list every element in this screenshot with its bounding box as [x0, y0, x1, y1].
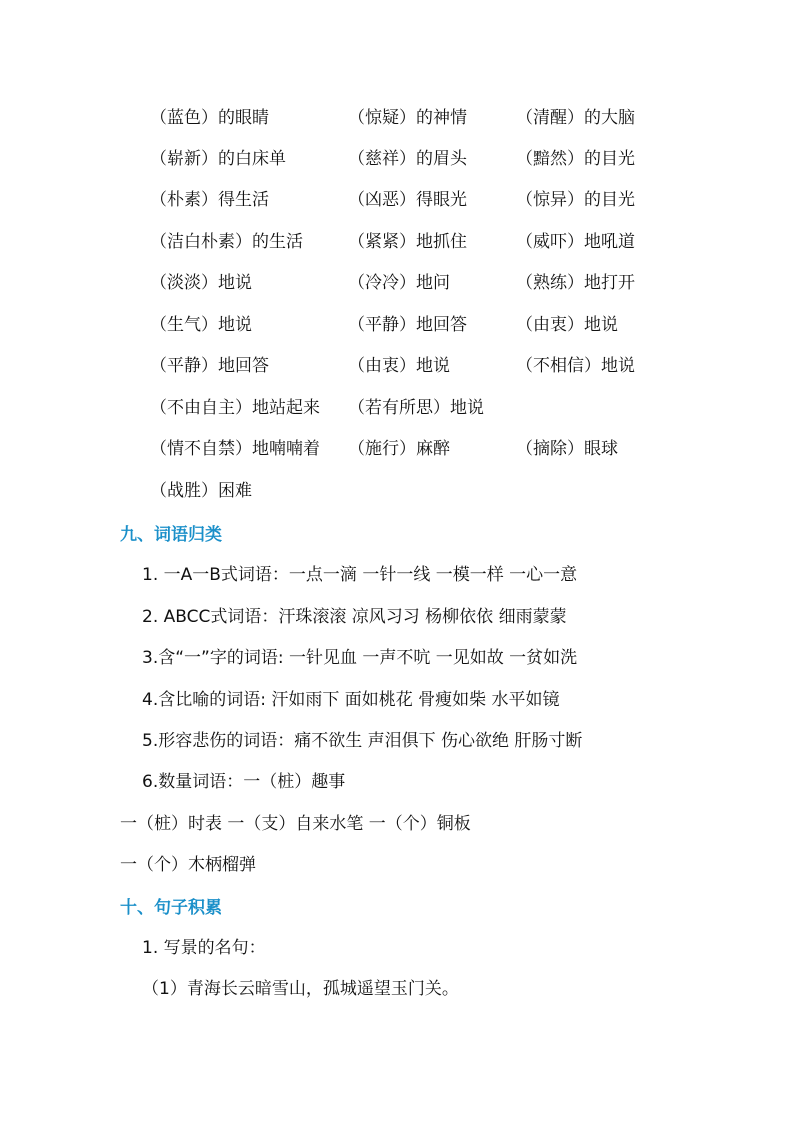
list-item: 1. 写景的名句：	[142, 938, 266, 958]
word-pair: （由衷）地说	[348, 356, 450, 376]
word-pair-row	[0, 434, 794, 464]
word-pair: （清醒）的大脑	[516, 108, 635, 128]
word-pair: （黯然）的目光	[516, 149, 635, 169]
word-pair-row	[0, 144, 794, 174]
list-item: 6.数量词语：一（桩）趣事	[142, 772, 346, 792]
list-item: 2. ABCC式词语：汗珠滚滚 凉风习习 杨柳依依 细雨蒙蒙	[142, 607, 567, 627]
word-pair: （施行）麻醉	[348, 439, 450, 459]
word-pair: （平静）地回答	[348, 315, 467, 335]
word-pair: （平静）地回答	[150, 356, 269, 376]
word-pair-row	[0, 227, 794, 257]
quantity-line: 一（桩）时表 一（支）自来水笔 一（个）铜板	[120, 814, 471, 834]
list-item: 4.含比喻的词语: 汗如雨下 面如桃花 骨瘦如柴 水平如镜	[142, 690, 560, 710]
word-pair: （冷冷）地问	[348, 273, 450, 293]
word-pair-row	[0, 351, 794, 381]
word-pair: （战胜）困难	[150, 481, 252, 501]
word-pair: （威吓）地吼道	[516, 232, 635, 252]
word-pair: （生气）地说	[150, 315, 252, 335]
word-pair: （洁白朴素）的生活	[150, 232, 303, 252]
word-pair: （蓝色）的眼睛	[150, 108, 269, 128]
list-item: 3.含“一”字的词语: 一针见血 一声不吭 一见如故 一贫如洗	[142, 648, 578, 668]
word-pair: （惊疑）的神情	[348, 108, 467, 128]
word-pair-row	[0, 310, 794, 340]
word-pair-row	[0, 185, 794, 215]
word-pair: （惊异）的目光	[516, 190, 635, 210]
quantity-line: 一（个）木柄榴弹	[120, 855, 256, 875]
word-pair-row	[0, 476, 794, 506]
word-pair: （由衷）地说	[516, 315, 618, 335]
word-pair: （崭新）的白床单	[150, 149, 286, 169]
word-pair: （淡淡）地说	[150, 273, 252, 293]
quote-line: （1）青海长云暗雪山，孤城遥望玉门关。	[142, 979, 459, 999]
list-item: 1. 一A一B式词语：一点一滴 一针一线 一模一样 一心一意	[142, 565, 578, 585]
word-pair: （慈祥）的眉头	[348, 149, 467, 169]
section-heading-10: 十、句子积累	[120, 898, 222, 918]
word-pair-row	[0, 268, 794, 298]
word-pair: （若有所思）地说	[348, 398, 484, 418]
section-heading-9: 九、词语归类	[120, 525, 222, 545]
word-pair: （朴素）得生活	[150, 190, 269, 210]
list-item: 5.形容悲伤的词语：痛不欲生 声泪俱下 伤心欲绝 肝肠寸断	[142, 731, 583, 751]
word-pair: （摘除）眼球	[516, 439, 618, 459]
word-pair: （熟练）地打开	[516, 273, 635, 293]
word-pair: （情不自禁）地喃喃着	[150, 439, 320, 459]
word-pair: （凶恶）得眼光	[348, 190, 467, 210]
word-pair: （不相信）地说	[516, 356, 635, 376]
word-pair: （不由自主）地站起来	[150, 398, 320, 418]
word-pair: （紧紧）地抓住	[348, 232, 467, 252]
word-pair-row	[0, 393, 794, 423]
word-pair-row	[0, 103, 794, 133]
